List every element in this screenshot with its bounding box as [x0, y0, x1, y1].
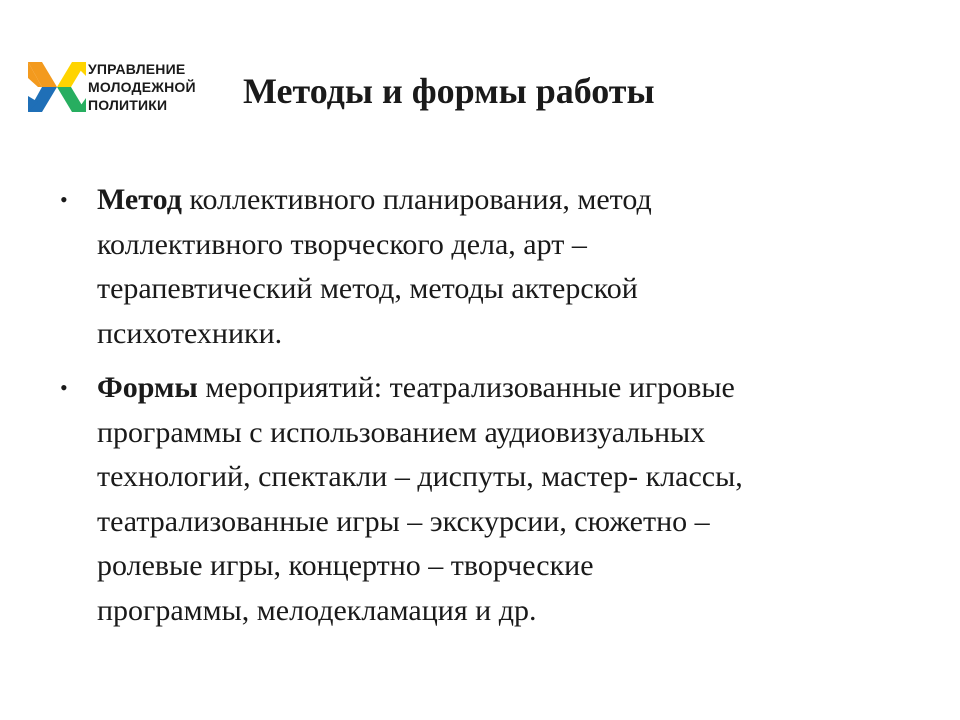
youth-policy-logo-icon: [28, 58, 86, 116]
bullet-text: коллективного планирования, метод: [181, 183, 652, 216]
bullet-line: [97, 178, 920, 223]
bullet-line: программы с использованием аудиовизуальных: [97, 415, 706, 449]
bullet-line: программы, мелодекламация и др.: [97, 593, 537, 627]
logo-line-3: ПОЛИТИКИ: [88, 97, 168, 113]
bullet-text: мероприятий: театрализованные игровые: [197, 371, 735, 404]
logo-line-2: МОЛОДЕЖНОЙ: [88, 79, 196, 95]
bullet-icon: •: [60, 187, 68, 212]
bullet-item-methods: [60, 178, 920, 356]
bullet-item-forms: [60, 366, 920, 633]
bullet-line: коллективного творческого дела, арт –: [97, 227, 587, 261]
bullet-line: психотехники.: [97, 316, 283, 350]
bullet-list: [60, 178, 920, 643]
bullet-line: ролевые игры, концертно – творческие: [97, 549, 594, 582]
bullet-line: [97, 366, 920, 411]
logo-line-1: УПРАВЛЕНИЕ: [88, 61, 186, 77]
bullet-line: терапевтический метод, методы актерской: [97, 272, 638, 305]
bullet-lead: Формы: [97, 371, 198, 404]
page-title: Методы и формы работы: [243, 71, 655, 111]
bullet-lead: Метод: [97, 183, 182, 216]
logo-text: [88, 60, 196, 114]
bullet-line: технологий, спектакли – диспуты, мастер- классы,: [97, 460, 743, 493]
bullet-line: театрализованные игры – экскурсии, сюжетно –: [97, 504, 710, 538]
logo: [28, 58, 228, 118]
bullet-icon: •: [60, 375, 68, 400]
